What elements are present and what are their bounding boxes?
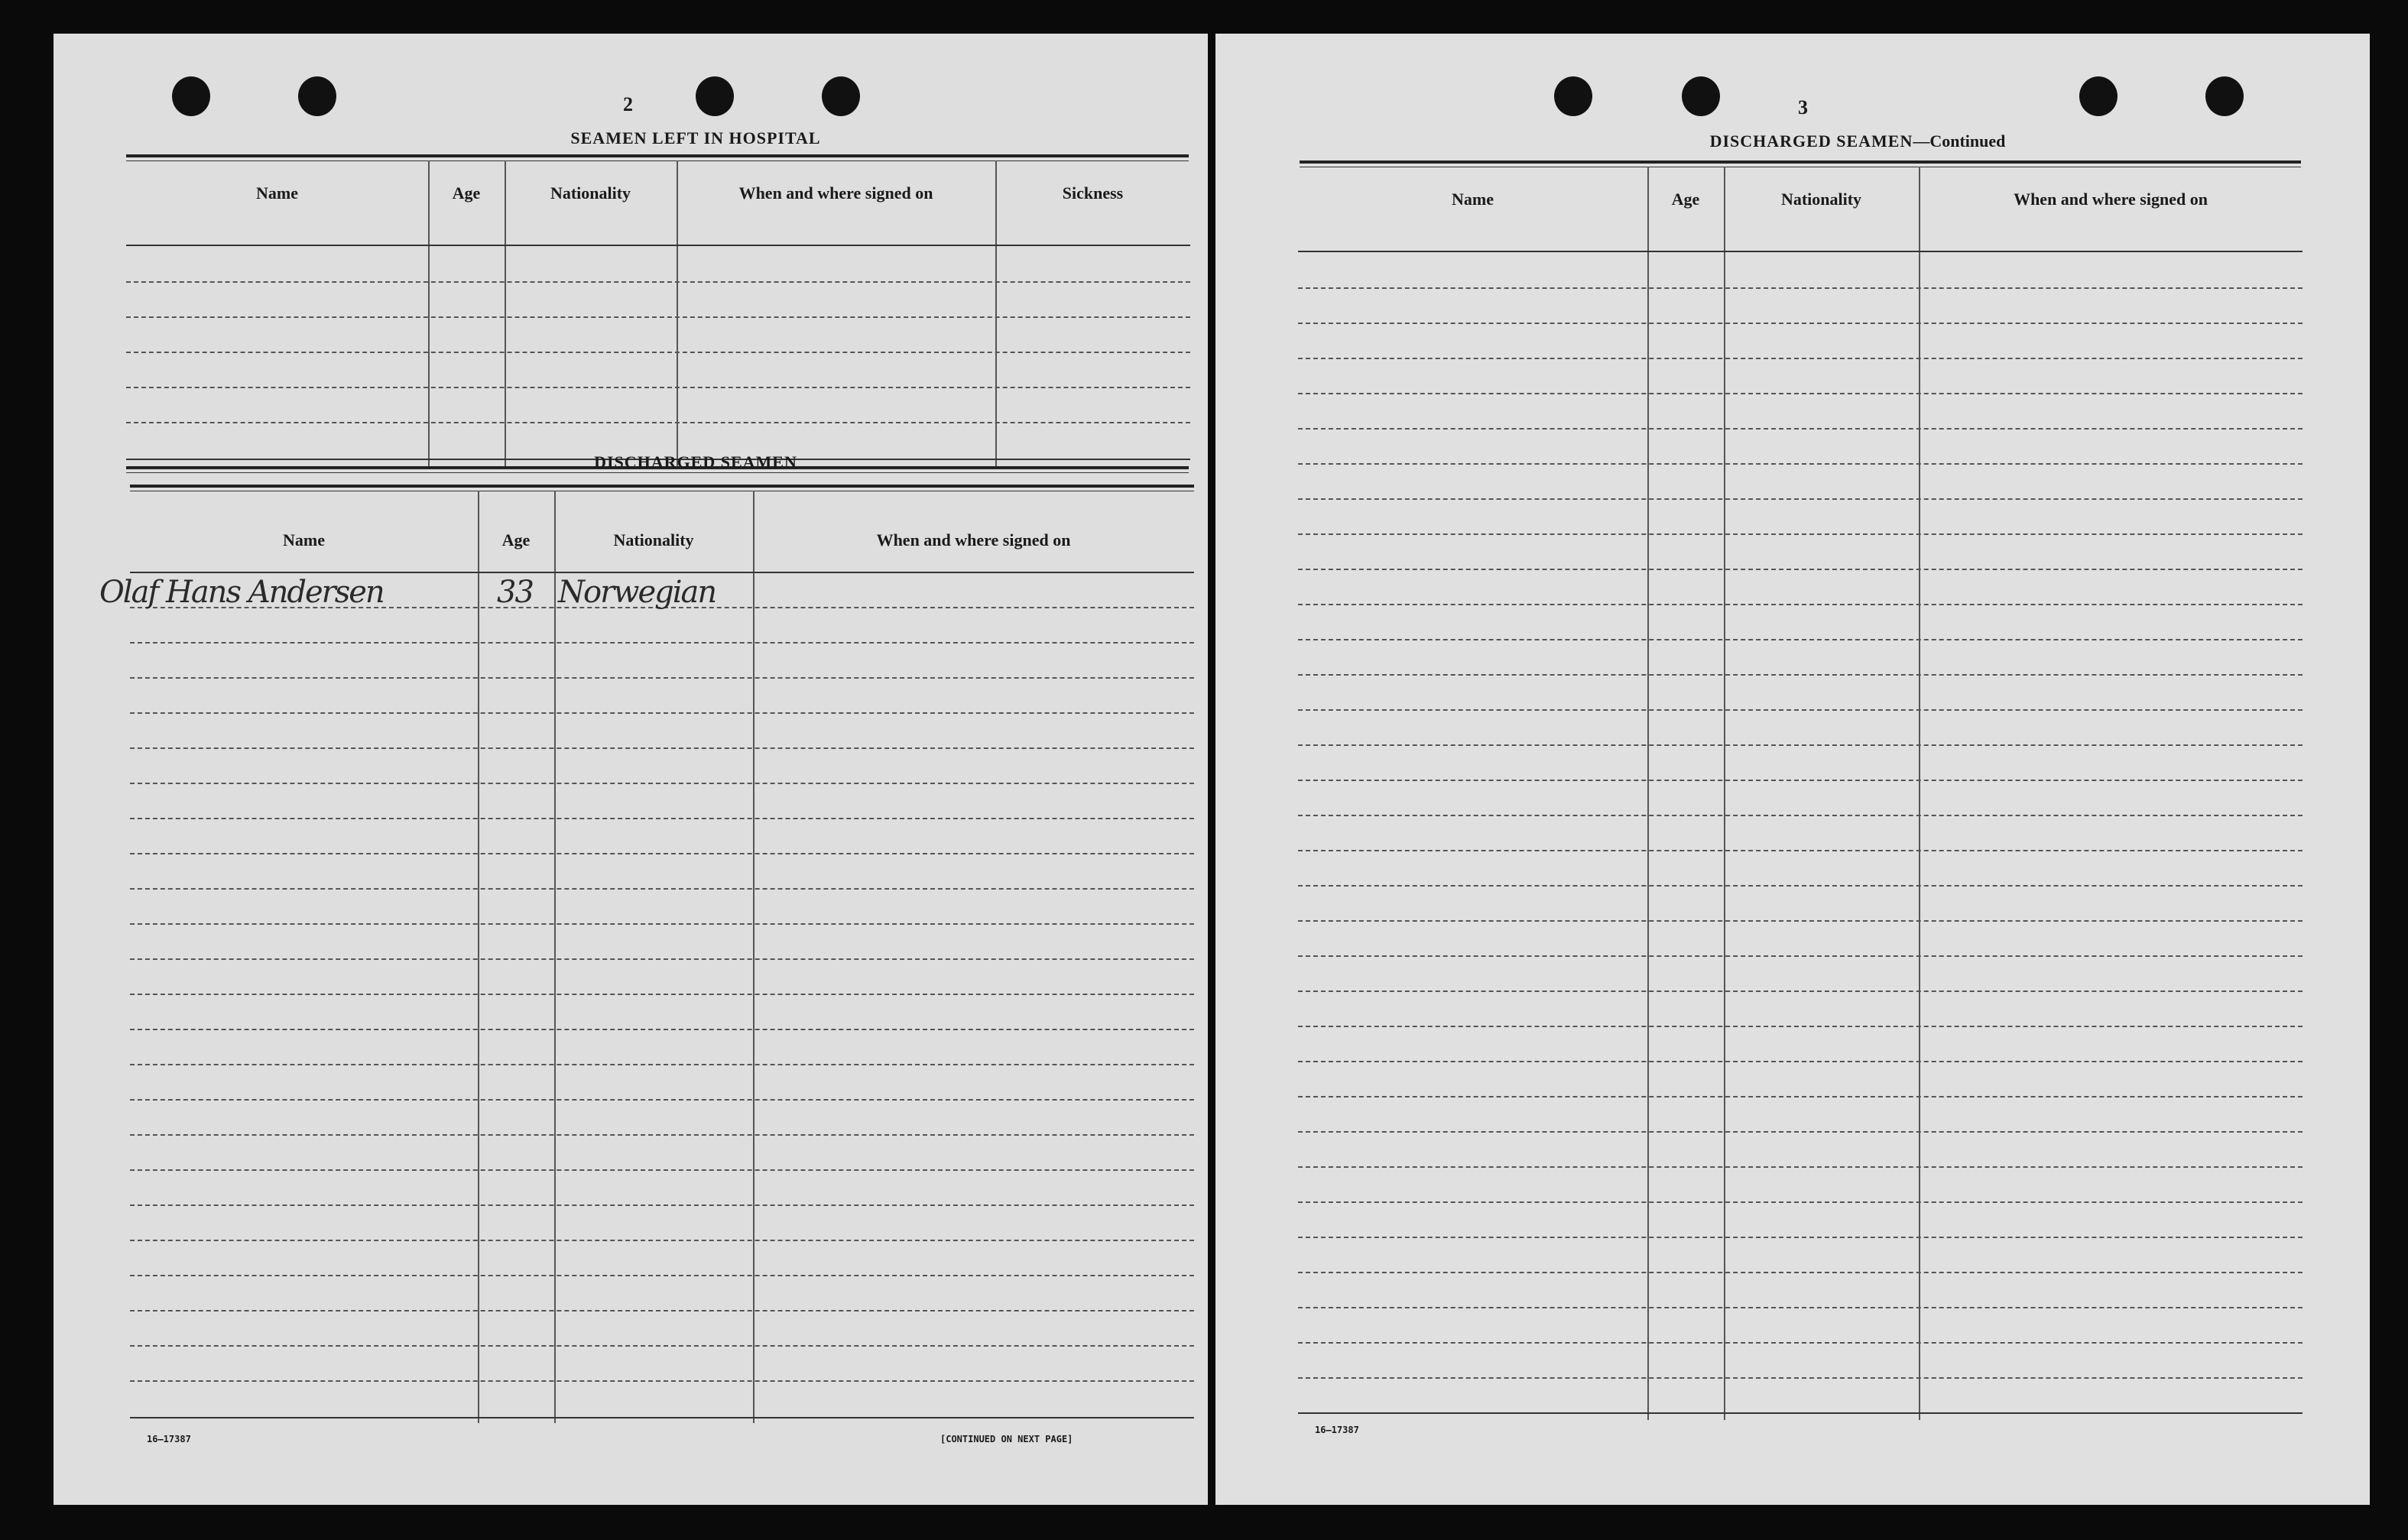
section-rule	[126, 154, 1189, 157]
section-title-hospital: SEAMEN LEFT IN HOSPITAL	[570, 128, 821, 148]
column-header-age: Age	[1671, 190, 1700, 209]
hospital-table	[126, 160, 1190, 466]
column-header-sickness: Sickness	[1062, 183, 1124, 203]
left-page	[54, 34, 1208, 1505]
punch-hole	[2205, 76, 2244, 116]
column-header-age: Age	[452, 183, 481, 203]
section-title-discharged: DISCHARGED SEAMEN	[594, 452, 797, 472]
discharged-table	[99, 491, 1194, 1423]
column-header-name: Name	[283, 530, 325, 550]
column-header-age: Age	[501, 530, 531, 550]
column-header-signed-on: When and where signed on	[2014, 190, 2208, 209]
column-header-name: Name	[1452, 190, 1494, 209]
section-title-text: DISCHARGED SEAMEN	[1709, 131, 1913, 151]
punch-hole	[1682, 76, 1720, 116]
handwritten-nationality: Norwegian	[558, 575, 716, 610]
column-header-nationality: Nationality	[1780, 190, 1862, 209]
column-header-signed-on: When and where signed on	[738, 183, 933, 203]
column-header-signed-on: When and where signed on	[876, 530, 1071, 550]
column-header-name: Name	[256, 183, 298, 203]
section-rule	[1300, 160, 2301, 164]
section-title-suffix: —Continued	[1913, 131, 2006, 151]
form-number: 16—17387	[147, 1434, 191, 1444]
section-title-discharged-continued	[1575, 131, 2140, 151]
discharged-continued-table	[1298, 167, 2303, 1420]
punch-hole	[696, 76, 734, 116]
column-header-nationality: Nationality	[550, 183, 631, 203]
form-number: 16—17387	[1315, 1425, 1359, 1435]
column-header-nationality: Nationality	[613, 530, 694, 550]
section-rule	[130, 485, 1194, 488]
punch-hole	[2079, 76, 2118, 116]
handwritten-name: Olaf Hans Andersen	[99, 575, 384, 610]
punch-hole	[298, 76, 336, 116]
right-page	[1215, 34, 2370, 1505]
continued-note: [CONTINUED ON NEXT PAGE]	[940, 1434, 1073, 1444]
handwritten-age: 33	[497, 575, 533, 610]
punch-hole	[1554, 76, 1592, 116]
page-number: 3	[1798, 96, 1808, 118]
punch-hole	[172, 76, 210, 116]
punch-hole	[822, 76, 860, 116]
page-number: 2	[623, 93, 633, 115]
